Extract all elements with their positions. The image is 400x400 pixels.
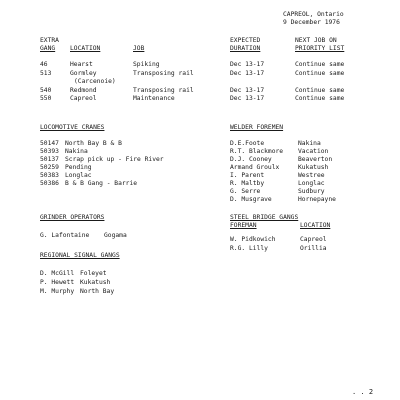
page-number: . . 2	[352, 388, 374, 396]
signal-gang-name: M. Murphy	[40, 288, 75, 295]
foreman-header: FOREMAN	[230, 222, 257, 229]
operator-name: G. Lafontaine	[40, 232, 90, 239]
document-place: CAPREOL, Ontario	[283, 11, 344, 18]
signal-gang-name: D. McGill	[40, 270, 75, 277]
foreman-location: Longlac	[298, 180, 325, 187]
foreman-location: Beaverton	[298, 156, 333, 163]
expected-header-line2: DURATION	[230, 45, 261, 52]
crane-number: 50259	[40, 164, 59, 171]
signal-gang-location: Kukatush	[80, 279, 111, 286]
crane-number: 50137	[40, 156, 59, 163]
next-job-header-line2: PRIORITY LIST	[295, 45, 345, 52]
location-header: LOCATION	[300, 222, 331, 229]
job-header: JOB	[133, 45, 145, 52]
foreman-location: Nakina	[298, 140, 321, 147]
section-title: STEEL BRIDGE GANGS	[230, 214, 299, 221]
next-job-cell: Continue same	[295, 87, 345, 94]
gang-cell: 540	[40, 87, 52, 94]
job-cell: Transposing rail	[133, 70, 194, 77]
crane-location: Nakina	[65, 148, 88, 155]
location-header: LOCATION	[70, 45, 101, 52]
crane-number: 50147	[40, 140, 59, 147]
foreman-name: R.T. Blackmore	[230, 148, 284, 155]
operator-location: Gogama	[104, 232, 127, 239]
expected-header-line1: EXPECTED	[230, 37, 261, 44]
foreman-location: Orillia	[300, 245, 327, 252]
foreman-name: G. Serre	[230, 188, 261, 195]
signal-gang-location: Foleyet	[80, 270, 107, 277]
duration-cell: Dec 13-17	[230, 87, 265, 94]
foreman-location: Sudbury	[298, 188, 325, 195]
crane-location: Scrap pick up - Fire River	[65, 156, 164, 163]
section-title: WELDER FOREMEN	[230, 124, 284, 131]
location-cell: Hearst	[70, 61, 93, 68]
crane-location: Longlac	[65, 172, 92, 179]
foreman-name: W. Pidkowich	[230, 236, 276, 243]
next-job-header-line1: NEXT JOB ON	[295, 37, 337, 44]
gang-cell: 513	[40, 70, 52, 77]
foreman-name: I. Parent	[230, 172, 265, 179]
location-cell: (Carcenoie)	[74, 78, 116, 85]
crane-number: 50386	[40, 180, 59, 187]
location-cell: Gormley	[70, 70, 97, 77]
job-cell: Transposing rail	[133, 87, 194, 94]
foreman-name: R.G. Lilly	[230, 245, 268, 252]
section-title: REGIONAL SIGNAL GANGS	[40, 252, 120, 259]
gang-header-line1: EXTRA	[40, 37, 59, 44]
foreman-location: Hornepayne	[298, 196, 336, 203]
gang-header-line2: GANG	[40, 45, 56, 52]
foreman-location: Vacation	[298, 148, 329, 155]
section-title: GRINDER OPERATORS	[40, 214, 105, 221]
section-title: LOCOMOTIVE CRANES	[40, 124, 105, 131]
job-cell: Spiking	[133, 61, 160, 68]
foreman-name: D.J. Cooney	[230, 156, 272, 163]
duration-cell: Dec 13-17	[230, 61, 265, 68]
crane-location: North Bay B & B	[65, 140, 122, 147]
next-job-cell: Continue same	[295, 61, 345, 68]
foreman-name: D. Musgrave	[230, 196, 272, 203]
foreman-location: Westree	[298, 172, 325, 179]
crane-number: 50383	[40, 172, 59, 179]
crane-number: 50393	[40, 148, 59, 155]
location-cell: Capreol	[70, 95, 97, 102]
foreman-name: R. Maltby	[230, 180, 265, 187]
next-job-cell: Continue same	[295, 70, 345, 77]
signal-gang-location: North Bay	[80, 288, 115, 295]
crane-location: B & B Gang - Barrie	[65, 180, 138, 187]
foreman-name: D.E.Foote	[230, 140, 265, 147]
duration-cell: Dec 13-17	[230, 70, 265, 77]
foreman-location: Kukatush	[298, 164, 329, 171]
document-date: 9 December 1976	[283, 19, 340, 26]
gang-cell: 46	[40, 61, 48, 68]
duration-cell: Dec 13-17	[230, 95, 265, 102]
foreman-location: Capreol	[300, 236, 327, 243]
foreman-name: Armand Groulx	[230, 164, 280, 171]
job-cell: Maintenance	[133, 95, 175, 102]
signal-gang-name: P. Hewett	[40, 279, 75, 286]
location-cell: Redmond	[70, 87, 97, 94]
gang-cell: 550	[40, 95, 52, 102]
crane-location: Pending	[65, 164, 92, 171]
next-job-cell: Continue same	[295, 95, 345, 102]
